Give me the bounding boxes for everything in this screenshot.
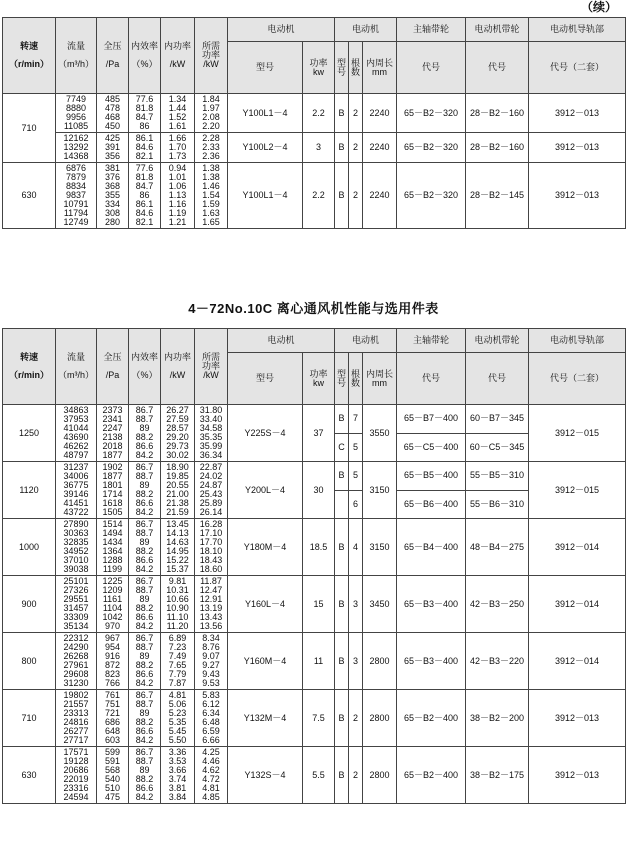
motor-rail-cell: 3912－014 bbox=[529, 519, 626, 576]
table-row bbox=[3, 747, 626, 804]
motor-pulley-cell: 28－B2－160 bbox=[466, 94, 529, 133]
pressure-cell: 1225 1209 1161 1104 1042 970 bbox=[97, 576, 129, 633]
belt-count-cell: 2 bbox=[349, 163, 363, 229]
belt-type-cell: B bbox=[335, 690, 349, 747]
table-row bbox=[3, 133, 626, 163]
motor-pulley-cell: 55－B6－310 bbox=[466, 490, 529, 519]
pressure-cell: 381 376 368 355 334 308 280 bbox=[97, 163, 129, 229]
pressure-cell: 2373 2341 2247 2138 2018 1877 bbox=[97, 405, 129, 462]
pressure-cell: 967 954 916 872 823 766 bbox=[97, 633, 129, 690]
pressure-cell: 761 751 721 686 648 603 bbox=[97, 690, 129, 747]
header-motor-pulley: 电动机带轮 bbox=[466, 18, 529, 42]
motor-power-cell: 11 bbox=[303, 633, 335, 690]
header-pressure: 全压 /Pa bbox=[97, 329, 129, 405]
header-power: 内功率 /kW bbox=[161, 329, 195, 405]
flow-cell: 22312 24290 26268 27961 29608 31230 bbox=[56, 633, 97, 690]
main-pulley-cell: 65－B3－400 bbox=[397, 633, 466, 690]
speed-cell: 800 bbox=[3, 633, 56, 690]
header-belt-count: 根数 bbox=[349, 353, 363, 405]
belt-length-cell: 2240 bbox=[363, 133, 397, 163]
pressure-cell: 599 591 568 540 510 475 bbox=[97, 747, 129, 804]
main-pulley-cell: 65－C5－400 bbox=[397, 433, 466, 462]
power-cell: 3.36 3.53 3.66 3.74 3.81 3.84 bbox=[161, 747, 195, 804]
pressure-cell: 1902 1877 1801 1714 1618 1505 bbox=[97, 462, 129, 519]
motor-pulley-cell: 38－B2－200 bbox=[466, 690, 529, 747]
required-power-cell: 8.34 8.76 9.07 9.27 9.43 9.53 bbox=[195, 633, 228, 690]
power-cell: 18.90 19.85 20.55 21.00 21.38 21.59 bbox=[161, 462, 195, 519]
header-code-two-sets: 代号（二套） bbox=[529, 42, 626, 94]
power-cell: 13.45 14.13 14.63 14.95 15.22 15.37 bbox=[161, 519, 195, 576]
table-row bbox=[3, 163, 626, 229]
belt-length-cell: 2800 bbox=[363, 633, 397, 690]
header-motor-belt: 电动机 bbox=[335, 18, 397, 42]
table-row bbox=[3, 462, 626, 491]
table-row bbox=[3, 690, 626, 747]
belt-count-cell: 7 bbox=[349, 405, 363, 434]
flow-cell: 31237 34006 36775 39146 41451 43722 bbox=[56, 462, 97, 519]
table2-title: 4－72No.10C 离心通风机性能与选用件表 bbox=[188, 301, 439, 316]
belt-length-cell: 3150 bbox=[363, 462, 397, 519]
header-code: 代号 bbox=[397, 353, 466, 405]
power-cell: 26.27 27.59 28.57 29.20 29.73 30.02 bbox=[161, 405, 195, 462]
power-cell: 1.66 1.70 1.73 bbox=[161, 133, 195, 163]
required-power-cell: 2.28 2.33 2.36 bbox=[195, 133, 228, 163]
header-motor-power: 功率 kw bbox=[303, 42, 335, 94]
belt-type-cell: B bbox=[335, 576, 349, 633]
speed-cell: 900 bbox=[3, 576, 56, 633]
header-model: 型号 bbox=[228, 353, 303, 405]
header-efficiency: 内效率 （%） bbox=[129, 18, 161, 94]
motor-rail-cell: 3912－013 bbox=[529, 163, 626, 229]
belt-count-cell: 5 bbox=[349, 462, 363, 491]
header-code: 代号 bbox=[397, 42, 466, 94]
belt-type-cell: B bbox=[335, 405, 349, 434]
motor-pulley-cell: 28－B2－160 bbox=[466, 133, 529, 163]
speed-cell: 710 bbox=[3, 94, 56, 163]
motor-rail-cell: 3912－013 bbox=[529, 133, 626, 163]
required-power-cell: 4.25 4.46 4.62 4.72 4.81 4.85 bbox=[195, 747, 228, 804]
required-power-cell: 5.83 6.12 6.34 6.48 6.59 6.66 bbox=[195, 690, 228, 747]
motor-pulley-cell: 60－C5－345 bbox=[466, 433, 529, 462]
main-pulley-cell: 65－B2－320 bbox=[397, 133, 466, 163]
required-power-cell: 11.87 12.47 12.91 13.19 13.43 13.56 bbox=[195, 576, 228, 633]
pressure-cell: 485 478 468 450 bbox=[97, 94, 129, 133]
belt-length-cell: 3550 bbox=[363, 405, 397, 462]
efficiency-cell: 77.6 81.8 84.7 86 86.1 84.6 82.1 bbox=[129, 163, 161, 229]
performance-table-no10c bbox=[2, 328, 626, 804]
flow-cell: 17571 19128 20686 22019 23316 24594 bbox=[56, 747, 97, 804]
belt-length-cell: 2240 bbox=[363, 163, 397, 229]
main-pulley-cell: 65－B7－400 bbox=[397, 405, 466, 434]
header-main-pulley: 主轴带轮 bbox=[397, 18, 466, 42]
header-motor-belt: 电动机 bbox=[335, 329, 397, 353]
flow-cell: 19802 21557 23313 24816 26277 27717 bbox=[56, 690, 97, 747]
motor-power-cell: 7.5 bbox=[303, 690, 335, 747]
header-code-2: 代号 bbox=[466, 353, 529, 405]
belt-type-cell: B bbox=[335, 133, 349, 163]
flow-cell: 25101 27326 29551 31457 33309 35134 bbox=[56, 576, 97, 633]
flow-cell: 34863 37953 41044 43690 46262 48797 bbox=[56, 405, 97, 462]
belt-count-cell: 2 bbox=[349, 133, 363, 163]
main-pulley-cell: 65－B6－400 bbox=[397, 490, 466, 519]
motor-pulley-cell: 28－B2－145 bbox=[466, 163, 529, 229]
motor-power-cell: 3 bbox=[303, 133, 335, 163]
motor-model-cell: Y180M－4 bbox=[228, 519, 303, 576]
speed-cell: 1120 bbox=[3, 462, 56, 519]
required-power-cell: 31.80 33.40 34.58 35.35 35.99 36.34 bbox=[195, 405, 228, 462]
header-belt-type: 型号 bbox=[335, 42, 349, 94]
efficiency-cell: 86.7 88.7 89 88.2 86.6 84.2 bbox=[129, 576, 161, 633]
speed-cell: 630 bbox=[3, 163, 56, 229]
belt-count-cell: 3 bbox=[349, 576, 363, 633]
speed-cell: 710 bbox=[3, 690, 56, 747]
motor-model-cell: Y160L－4 bbox=[228, 576, 303, 633]
header-efficiency: 内效率 （%） bbox=[129, 329, 161, 405]
motor-pulley-cell: 38－B2－175 bbox=[466, 747, 529, 804]
required-power-cell: 22.87 24.02 24.87 25.43 25.89 26.14 bbox=[195, 462, 228, 519]
header-motor-rail: 电动机导轨部 bbox=[529, 329, 626, 353]
main-pulley-cell: 65－B2－400 bbox=[397, 690, 466, 747]
belt-length-cell: 2800 bbox=[363, 747, 397, 804]
motor-rail-cell: 3912－013 bbox=[529, 747, 626, 804]
main-pulley-cell: 65－B3－400 bbox=[397, 576, 466, 633]
motor-pulley-cell: 42－B3－250 bbox=[466, 576, 529, 633]
header-code-two-sets: 代号（二套） bbox=[529, 353, 626, 405]
belt-type-cell bbox=[335, 490, 349, 519]
header-power: 内功率 /kW bbox=[161, 18, 195, 94]
header-motor: 电动机 bbox=[228, 329, 335, 353]
header-main-pulley: 主轴带轮 bbox=[397, 329, 466, 353]
power-cell: 1.34 1.44 1.52 1.61 bbox=[161, 94, 195, 133]
motor-power-cell: 18.5 bbox=[303, 519, 335, 576]
belt-length-cell: 2240 bbox=[363, 94, 397, 133]
motor-pulley-cell: 60－B7－345 bbox=[466, 405, 529, 434]
motor-rail-cell: 3912－014 bbox=[529, 576, 626, 633]
efficiency-cell: 86.7 88.7 89 88.2 86.6 84.2 bbox=[129, 633, 161, 690]
power-cell: 9.81 10.31 10.66 10.90 11.10 11.20 bbox=[161, 576, 195, 633]
header-speed: 转速 （r/min） bbox=[3, 18, 56, 94]
flow-cell: 7749 8880 9956 11085 bbox=[56, 94, 97, 133]
required-power-cell: 1.84 1.97 2.08 2.20 bbox=[195, 94, 228, 133]
motor-power-cell: 37 bbox=[303, 405, 335, 462]
belt-count-cell: 6 bbox=[349, 490, 363, 519]
main-pulley-cell: 65－B2－400 bbox=[397, 747, 466, 804]
required-power-cell: 1.38 1.38 1.46 1.54 1.59 1.63 1.65 bbox=[195, 163, 228, 229]
efficiency-cell: 86.7 88.7 89 88.2 86.6 84.2 bbox=[129, 747, 161, 804]
header-belt-length: 内周长 mm bbox=[363, 42, 397, 94]
motor-power-cell: 2.2 bbox=[303, 163, 335, 229]
header-flow: 流量 （m³/h） bbox=[56, 329, 97, 405]
belt-count-cell: 2 bbox=[349, 94, 363, 133]
header-belt-type: 型号 bbox=[335, 353, 349, 405]
continued-label: （续） bbox=[580, 0, 617, 14]
motor-model-cell: Y225S－4 bbox=[228, 405, 303, 462]
header-motor-pulley: 电动机带轮 bbox=[466, 329, 529, 353]
motor-model-cell: Y160M－4 bbox=[228, 633, 303, 690]
table-row bbox=[3, 405, 626, 434]
header-belt-count: 根数 bbox=[349, 42, 363, 94]
header-required-power: 所需 功率 /kW bbox=[195, 18, 228, 94]
motor-rail-cell: 3912－013 bbox=[529, 94, 626, 133]
motor-model-cell: Y100L2－4 bbox=[228, 133, 303, 163]
efficiency-cell: 86.1 84.6 82.1 bbox=[129, 133, 161, 163]
power-cell: 6.89 7.23 7.49 7.65 7.79 7.87 bbox=[161, 633, 195, 690]
efficiency-cell: 86.7 88.7 89 88.2 86.6 84.2 bbox=[129, 462, 161, 519]
efficiency-cell: 86.7 88.7 89 88.2 86.6 84.2 bbox=[129, 519, 161, 576]
belt-type-cell: B bbox=[335, 462, 349, 491]
main-pulley-cell: 65－B2－320 bbox=[397, 163, 466, 229]
belt-length-cell: 2800 bbox=[363, 690, 397, 747]
belt-count-cell: 3 bbox=[349, 633, 363, 690]
belt-count-cell: 4 bbox=[349, 519, 363, 576]
motor-power-cell: 15 bbox=[303, 576, 335, 633]
main-pulley-cell: 65－B4－400 bbox=[397, 519, 466, 576]
required-power-cell: 16.28 17.10 17.70 18.10 18.43 18.60 bbox=[195, 519, 228, 576]
motor-rail-cell: 3912－013 bbox=[529, 690, 626, 747]
header-speed: 转速 （r/min） bbox=[3, 329, 56, 405]
header-flow: 流量 （m³/h） bbox=[56, 18, 97, 94]
belt-type-cell: B bbox=[335, 747, 349, 804]
belt-type-cell: B bbox=[335, 519, 349, 576]
motor-pulley-cell: 55－B5－310 bbox=[466, 462, 529, 491]
belt-type-cell: B bbox=[335, 94, 349, 133]
belt-count-cell: 2 bbox=[349, 690, 363, 747]
table-row bbox=[3, 519, 626, 576]
main-pulley-cell: 65－B2－320 bbox=[397, 94, 466, 133]
header-code-2: 代号 bbox=[466, 42, 529, 94]
header-motor-rail: 电动机导轨部 bbox=[529, 18, 626, 42]
motor-model-cell: Y132M－4 bbox=[228, 690, 303, 747]
header-motor-power: 功率 kw bbox=[303, 353, 335, 405]
motor-pulley-cell: 48－B4－275 bbox=[466, 519, 529, 576]
belt-count-cell: 2 bbox=[349, 747, 363, 804]
speed-cell: 630 bbox=[3, 747, 56, 804]
efficiency-cell: 86.7 88.7 89 88.2 86.6 84.2 bbox=[129, 405, 161, 462]
belt-length-cell: 3150 bbox=[363, 519, 397, 576]
motor-rail-cell: 3912－015 bbox=[529, 462, 626, 519]
motor-power-cell: 30 bbox=[303, 462, 335, 519]
flow-cell: 6876 7879 8834 9837 10791 11794 12749 bbox=[56, 163, 97, 229]
motor-model-cell: Y132S－4 bbox=[228, 747, 303, 804]
motor-model-cell: Y200L－4 bbox=[228, 462, 303, 519]
table-row bbox=[3, 576, 626, 633]
table-row bbox=[3, 633, 626, 690]
header-pressure: 全压 /Pa bbox=[97, 18, 129, 94]
header-required-power: 所需 功率 /kW bbox=[195, 329, 228, 405]
motor-rail-cell: 3912－014 bbox=[529, 633, 626, 690]
performance-table-continued bbox=[2, 17, 626, 229]
motor-model-cell: Y100L1－4 bbox=[228, 163, 303, 229]
power-cell: 0.94 1.01 1.06 1.13 1.16 1.19 1.21 bbox=[161, 163, 195, 229]
belt-type-cell: C bbox=[335, 433, 349, 462]
speed-cell: 1000 bbox=[3, 519, 56, 576]
speed-cell: 1250 bbox=[3, 405, 56, 462]
motor-power-cell: 5.5 bbox=[303, 747, 335, 804]
power-cell: 4.81 5.06 5.23 5.35 5.45 5.50 bbox=[161, 690, 195, 747]
motor-rail-cell: 3912－015 bbox=[529, 405, 626, 462]
table-row bbox=[3, 94, 626, 133]
header-belt-length: 内周长 mm bbox=[363, 353, 397, 405]
motor-power-cell: 2.2 bbox=[303, 94, 335, 133]
motor-model-cell: Y100L1－4 bbox=[228, 94, 303, 133]
belt-type-cell: B bbox=[335, 163, 349, 229]
main-pulley-cell: 65－B5－400 bbox=[397, 462, 466, 491]
flow-cell: 27890 30363 32835 34952 37010 39038 bbox=[56, 519, 97, 576]
belt-count-cell: 5 bbox=[349, 433, 363, 462]
pressure-cell: 1514 1494 1434 1364 1288 1199 bbox=[97, 519, 129, 576]
belt-length-cell: 3450 bbox=[363, 576, 397, 633]
belt-type-cell: B bbox=[335, 633, 349, 690]
motor-pulley-cell: 42－B3－220 bbox=[466, 633, 529, 690]
pressure-cell: 425 391 356 bbox=[97, 133, 129, 163]
header-model: 型号 bbox=[228, 42, 303, 94]
efficiency-cell: 77.6 81.8 84.7 86 bbox=[129, 94, 161, 133]
flow-cell: 12162 13292 14368 bbox=[56, 133, 97, 163]
efficiency-cell: 86.7 88.7 89 88.2 86.6 84.2 bbox=[129, 690, 161, 747]
header-motor: 电动机 bbox=[228, 18, 335, 42]
